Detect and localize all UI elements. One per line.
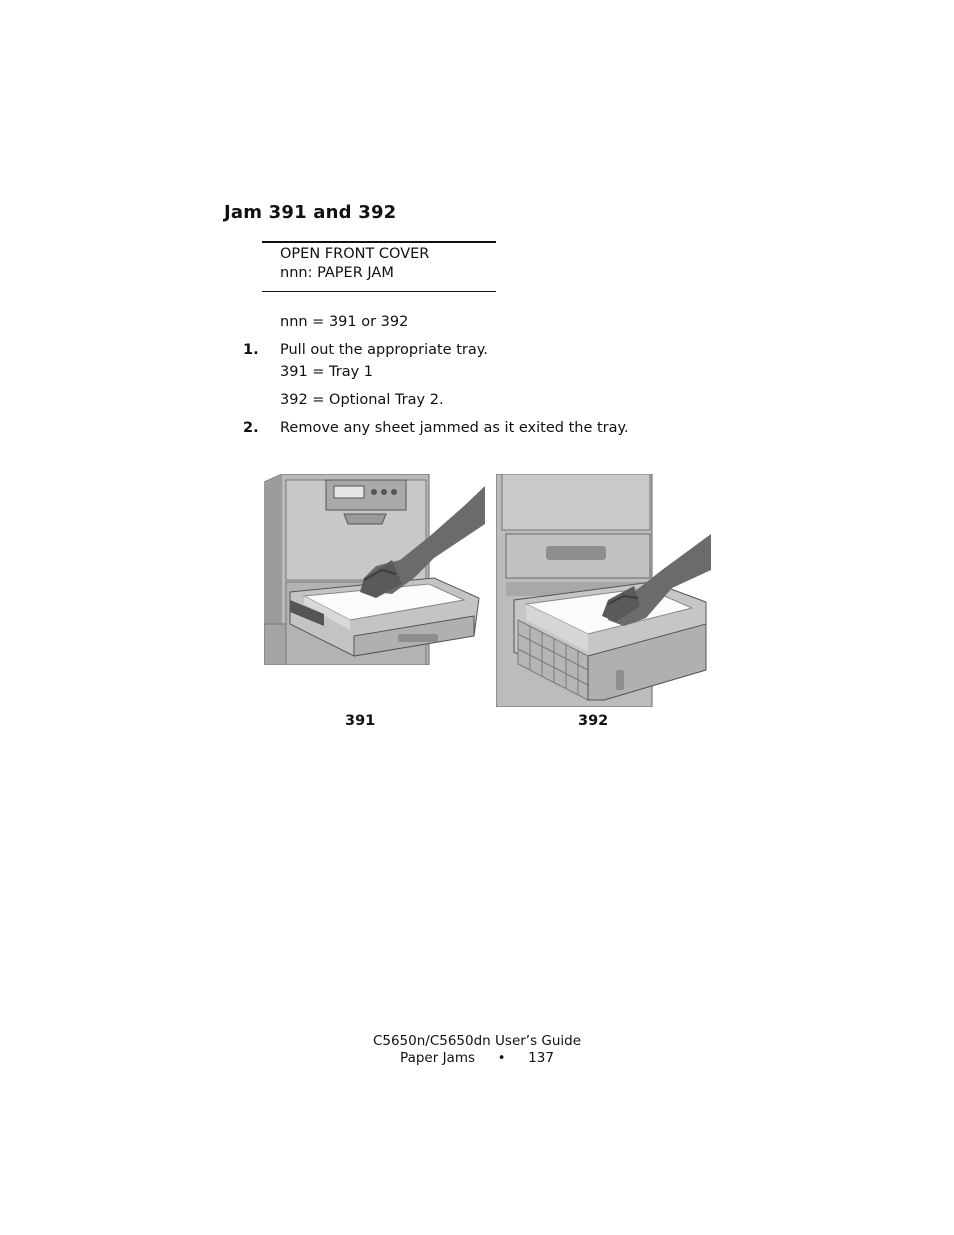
panel-message-line-2: nnn: PAPER JAM xyxy=(280,265,394,281)
footer-bullet: • xyxy=(497,1050,506,1066)
panel-message-line-1: OPEN FRONT COVER xyxy=(280,246,430,262)
footer-page-number: 137 xyxy=(528,1050,554,1066)
tray-1-photo xyxy=(264,474,485,665)
footer-page-line xyxy=(0,1050,954,1066)
tray-2-photo xyxy=(496,474,711,707)
panel-message-box xyxy=(262,241,496,292)
figure-caption-392: 392 xyxy=(578,713,609,729)
tray-1-illustration xyxy=(264,474,485,665)
footer-guide-title: C5650n/C5650dn User’s Guide xyxy=(372,1033,582,1049)
step-1-sub-2: 392 = Optional Tray 2. xyxy=(280,392,444,408)
step-1-text: Pull out the appropriate tray. xyxy=(280,342,488,358)
section-title: Jam 391 and 392 xyxy=(224,202,397,223)
step-1-sub-1: 391 = Tray 1 xyxy=(280,364,374,380)
nnn-note: nnn = 391 or 392 xyxy=(280,314,409,330)
tray-2-illustration xyxy=(496,474,711,707)
step-2-text: Remove any sheet jammed as it exited the tray. xyxy=(280,420,629,436)
step-2-number: 2. xyxy=(243,420,259,436)
footer-section: Paper Jams xyxy=(400,1050,476,1066)
step-1-number: 1. xyxy=(243,342,259,358)
figure-caption-391: 391 xyxy=(345,713,376,729)
